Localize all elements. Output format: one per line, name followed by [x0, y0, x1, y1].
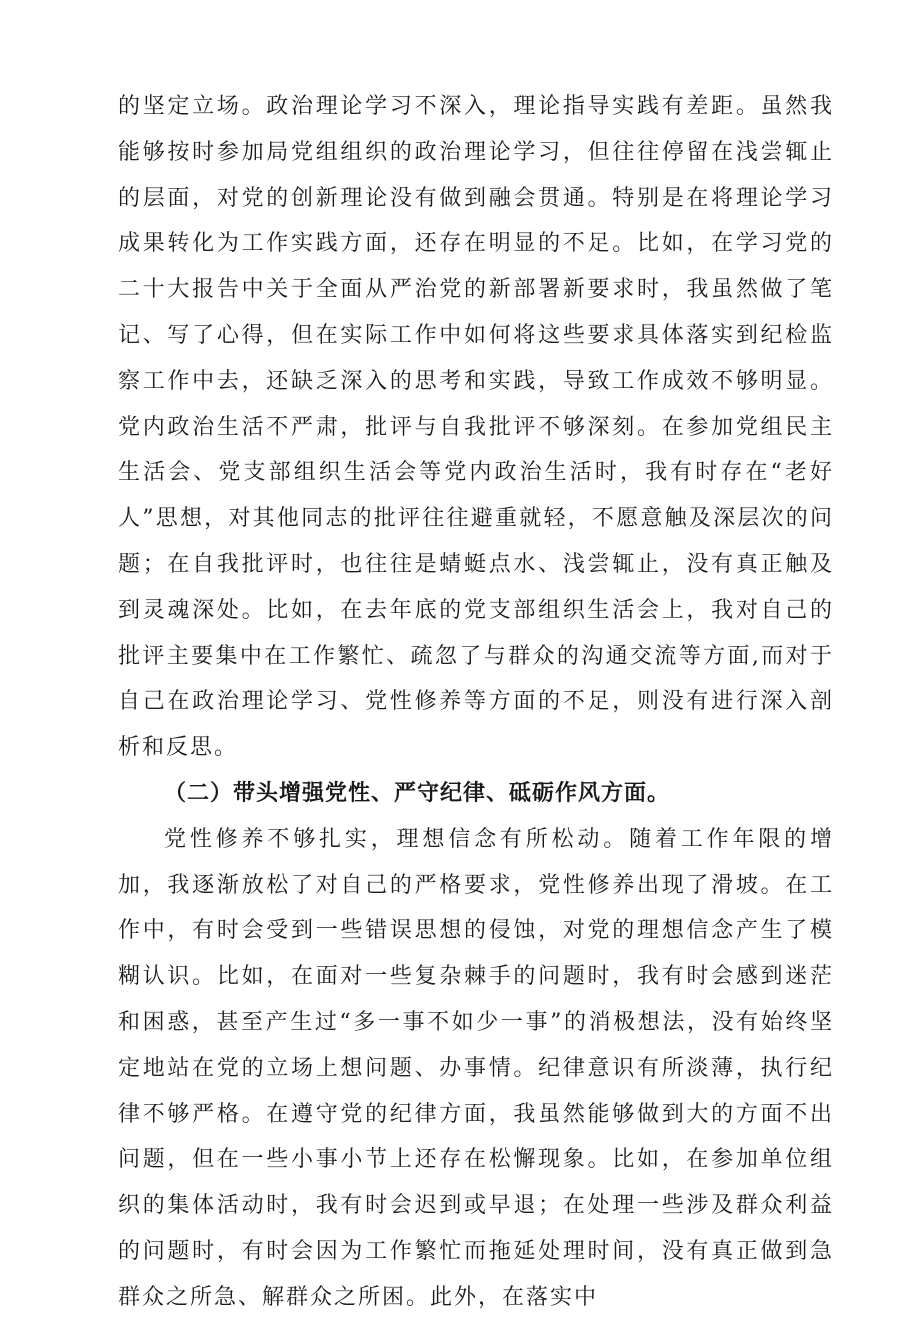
body-paragraph: 党性修养不够扎实，理想信念有所松动。随着工作年限的增加，我逐渐放松了对自己的严格要求，党性修养出现了滑坡。在工作中，有时会受到一些错误思想的侵蚀，对党的理想信念产生了模糊认识。比如，在面对一些复杂棘手的问题时，我有时会感到迷茫和困惑，甚至产生过“多一事不如少一事”的消极想法，没有始终坚定地站在党的立场上想问题、办事情。纪律意识有所淡薄，执行纪律不够严格。在遵守党的纪律方面，我虽然能够做到大的方面不出问题，但在一些小事小节上还存在松懈现象。比如，在参加单位组织的集体活动时，我有时会迟到或早退；在处理一些涉及群众利益的问题时，有时会因为工作繁忙而拖延处理时间，没有真正做到急群众之所急、解群众之所困。此外，在落实中	[118, 826, 834, 1310]
body-paragraph-continued: 的坚定立场。政治理论学习不深入，理论指导实践有差距。虽然我能够按时参加局党组组织的政治理论学习，但往往停留在浅尝辄止的层面，对党的创新理论没有做到融会贯通。特别是在将理论学习成果转化为工作实践方面，还存在明显的不足。比如，在学习党的二十大报告中关于全面从严治党的新部署新要求时，我虽然做了笔记、写了心得，但在实际工作中如何将这些要求具体落实到纪检监察工作中去，还缺乏深入的思考和实践，导致工作成效不够明显。党内政治生活不严肃，批评与自我批评不够深刻。在参加党组民主生活会、党支部组织生活会等党内政治生活时，我有时存在“老好人”思想，对其他同志的批评往往避重就轻，不愿意触及深层次的问题；在自我批评时，也往往是蜻蜓点水、浅尝辄止，没有真正触及到灵魂深处。比如，在去年底的党支部组织生活会上，我对自己的批评主要集中在工作繁忙、疏忽了与群众的沟通交流等方面,而对于自己在政治理论学习、党性修养等方面的不足，则没有进行深入剖析和反思。	[118, 94, 834, 761]
section-heading: （二）带头增强党性、严守纪律、砥砺作风方面。	[164, 780, 671, 806]
document-body	[118, 84, 834, 1321]
